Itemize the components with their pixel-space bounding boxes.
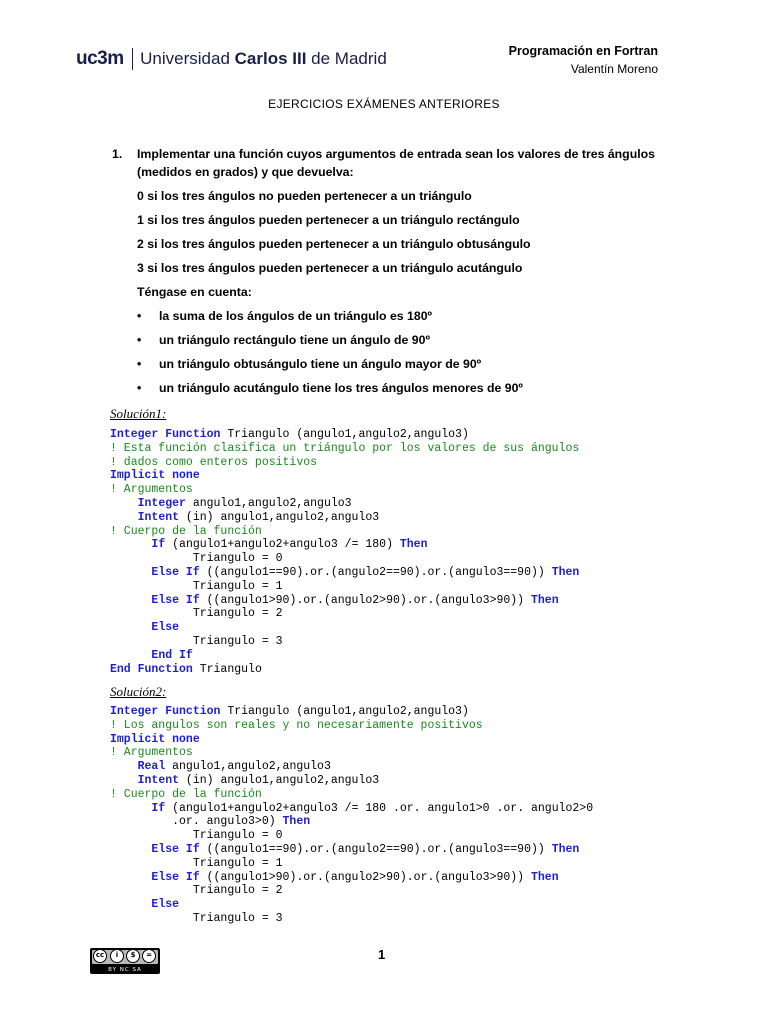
code-keyword: Then <box>551 565 580 579</box>
code-text: .or. angulo3>0) <box>110 815 283 829</box>
code-text: Triangulo = 2 <box>110 884 283 898</box>
exercise-number: 1. <box>112 147 123 161</box>
code-line <box>110 635 283 648</box>
logo-divider <box>132 48 134 70</box>
return-option: 1 si los tres ángulos pueden pertenecer a un triángulo rectángulo <box>137 213 520 227</box>
code-line <box>110 746 193 759</box>
code-text: Triangulo = 2 <box>110 607 283 621</box>
code-keyword: Then <box>551 842 580 856</box>
return-option: 3 si los tres ángulos pueden pertenecer a un triángulo acutángulo <box>137 261 523 275</box>
return-option: 0 si los tres ángulos no pueden pertenecer a un triángulo <box>137 189 472 203</box>
logo-name-pre: Universidad <box>140 49 235 68</box>
code-keyword: End Function <box>110 662 193 676</box>
code-keyword: Else If <box>151 565 200 579</box>
code-text <box>110 594 151 607</box>
solution1-code <box>110 428 579 676</box>
logo-name <box>140 49 387 69</box>
code-keyword: Else If <box>151 870 200 884</box>
code-line <box>110 428 469 441</box>
code-keyword: Then <box>282 815 311 829</box>
code-keyword: Real <box>137 760 166 774</box>
code-keyword: Else <box>151 898 180 912</box>
code-keyword: Then <box>531 870 559 884</box>
code-line <box>110 802 593 815</box>
code-comment: ! Cuerpo de la función <box>110 787 262 801</box>
code-line <box>110 552 283 565</box>
code-line <box>110 898 179 911</box>
code-line <box>110 788 262 801</box>
code-text: Triangulo = 3 <box>110 634 283 648</box>
bullet-icon: • <box>137 381 142 395</box>
code-text <box>110 871 151 884</box>
code-line <box>110 843 579 856</box>
code-text: (in) angulo1,angulo2,angulo3 <box>179 510 380 524</box>
code-text: ((angulo1>90).or.(angulo2>90).or.(angulo3>90)) <box>199 870 531 884</box>
list-item-text: un triángulo acutángulo tiene los tres ángulos menores de 90º <box>159 381 523 395</box>
code-line <box>110 525 262 538</box>
code-line <box>110 760 331 773</box>
code-keyword: Else If <box>151 593 200 607</box>
author-name: Valentín Moreno <box>570 62 658 76</box>
code-keyword: Implicit none <box>110 469 200 483</box>
code-comment: ! Cuerpo de la función <box>110 524 262 538</box>
code-keyword: If <box>151 801 166 815</box>
bullet-icon: • <box>137 333 142 347</box>
cc-icon: cc <box>93 949 107 963</box>
solution1-label: Solución1: <box>110 406 167 421</box>
code-text <box>110 566 151 579</box>
logo-name-post: de Madrid <box>306 49 387 68</box>
course-title: Programación en Fortran <box>508 44 658 58</box>
code-line <box>110 733 200 746</box>
code-line <box>110 566 579 579</box>
logo-short: uc3m <box>76 48 124 69</box>
code-line <box>110 594 559 607</box>
notes-list <box>137 307 672 397</box>
code-keyword: Then <box>399 538 428 552</box>
code-text <box>110 774 138 787</box>
logo-name-bold: Carlos III <box>234 49 307 68</box>
code-text: Triangulo = 1 <box>110 579 283 593</box>
list-item <box>137 307 672 325</box>
code-comment: ! Argumentos <box>110 746 193 760</box>
code-keyword: Else <box>151 621 180 635</box>
code-keyword: Intent <box>137 773 180 787</box>
header-info <box>509 42 658 78</box>
return-option: 2 si los tres ángulos pueden pertenecer a un triángulo obtusángulo <box>137 237 531 251</box>
code-keyword: Else If <box>151 842 200 856</box>
sharealike-icon: = <box>142 949 156 963</box>
code-text <box>110 497 138 510</box>
bullet-icon: • <box>137 357 142 371</box>
code-line <box>110 511 379 524</box>
exercise-1 <box>112 145 672 397</box>
code-text: Triangulo <box>192 662 262 676</box>
code-text <box>110 760 138 773</box>
code-text: (angulo1+angulo2+angulo3 /= 180 .or. angulo1>0 .or. angulo2>0 <box>165 801 594 815</box>
code-text: Triangulo = 0 <box>110 552 283 566</box>
code-line <box>110 857 283 870</box>
code-line <box>110 829 283 842</box>
code-keyword: Intent <box>137 510 180 524</box>
code-line <box>110 912 283 925</box>
code-text <box>110 898 151 911</box>
code-text: Triangulo = 0 <box>110 829 283 843</box>
code-line <box>110 497 352 510</box>
code-text: (angulo1+angulo2+angulo3 /= 180) <box>165 538 400 552</box>
code-line <box>110 442 579 455</box>
code-line <box>110 815 310 828</box>
document-title: EJERCICIOS EXÁMENES ANTERIORES <box>268 97 500 111</box>
code-text <box>110 538 151 551</box>
solution2-label: Solución2: <box>110 684 167 699</box>
code-keyword: Integer <box>137 496 186 510</box>
code-line <box>110 538 427 551</box>
code-comment: ! dados como enteros positivos <box>110 455 318 469</box>
code-text <box>110 802 151 815</box>
code-text: angulo1,angulo2,angulo3 <box>165 760 331 774</box>
code-line <box>110 580 283 593</box>
code-text: Triangulo = 3 <box>110 911 283 925</box>
code-text: angulo1,angulo2,angulo3 <box>185 496 352 510</box>
code-keyword: Integer Function <box>110 428 221 441</box>
code-text <box>110 511 138 524</box>
code-keyword: If <box>151 538 166 552</box>
code-line <box>110 649 193 662</box>
code-keyword: Then <box>531 593 559 607</box>
note-title: Téngase en cuenta: <box>137 285 252 299</box>
list-item <box>137 355 672 373</box>
code-line <box>110 719 483 732</box>
list-item-text: un triángulo obtusángulo tiene un ángulo mayor de 90º <box>159 357 482 371</box>
attribution-icon: i <box>110 949 124 963</box>
code-line <box>110 621 179 634</box>
code-text: ((angulo1>90).or.(angulo2>90).or.(angulo3>90)) <box>199 593 531 607</box>
code-text: ((angulo1==90).or.(angulo2==90).or.(angulo3==90)) <box>199 842 552 856</box>
code-line <box>110 774 379 787</box>
noncommercial-icon: $ <box>126 949 140 963</box>
code-line <box>110 456 317 469</box>
list-item <box>137 379 672 397</box>
creative-commons-badge <box>90 948 160 974</box>
exercise-statement: Implementar una función cuyos argumentos de entrada sean los valores de tres ángulos (medidos en grados) y que devuelva: <box>137 147 655 179</box>
bullet-icon: • <box>137 309 142 323</box>
code-line <box>110 483 193 496</box>
list-item <box>137 331 672 349</box>
list-item-text: la suma de los ángulos de un triángulo es 180º <box>159 309 433 323</box>
list-item-text: un triángulo rectángulo tiene un ángulo de 90º <box>159 333 430 347</box>
code-keyword: End If <box>151 648 193 662</box>
code-text: (in) angulo1,angulo2,angulo3 <box>179 773 380 787</box>
license-label: BY NC SA <box>108 967 142 973</box>
code-line <box>110 469 200 482</box>
code-comment: ! Esta función clasifica un triángulo por los valores de sus ángulos <box>110 441 580 455</box>
code-line <box>110 871 559 884</box>
code-line <box>110 663 262 676</box>
code-text <box>110 649 151 662</box>
code-text <box>110 621 151 634</box>
university-logo <box>76 46 387 72</box>
code-text: Triangulo = 1 <box>110 856 283 870</box>
code-text: ((angulo1==90).or.(angulo2==90).or.(angulo3==90)) <box>199 565 552 579</box>
code-keyword: Implicit none <box>110 732 200 746</box>
code-text: Triangulo (angulo1,angulo2,angulo3) <box>220 428 469 441</box>
code-comment: ! Los angulos son reales y no necesariamente positivos <box>110 718 483 732</box>
code-keyword: Integer Function <box>110 705 221 718</box>
code-comment: ! Argumentos <box>110 483 193 497</box>
code-text: Triangulo (angulo1,angulo2,angulo3) <box>220 705 469 718</box>
code-line <box>110 884 283 897</box>
page-number: 1 <box>378 947 386 962</box>
code-text <box>110 843 151 856</box>
code-line <box>110 607 283 620</box>
code-line <box>110 705 469 718</box>
solution2-code <box>110 705 593 926</box>
